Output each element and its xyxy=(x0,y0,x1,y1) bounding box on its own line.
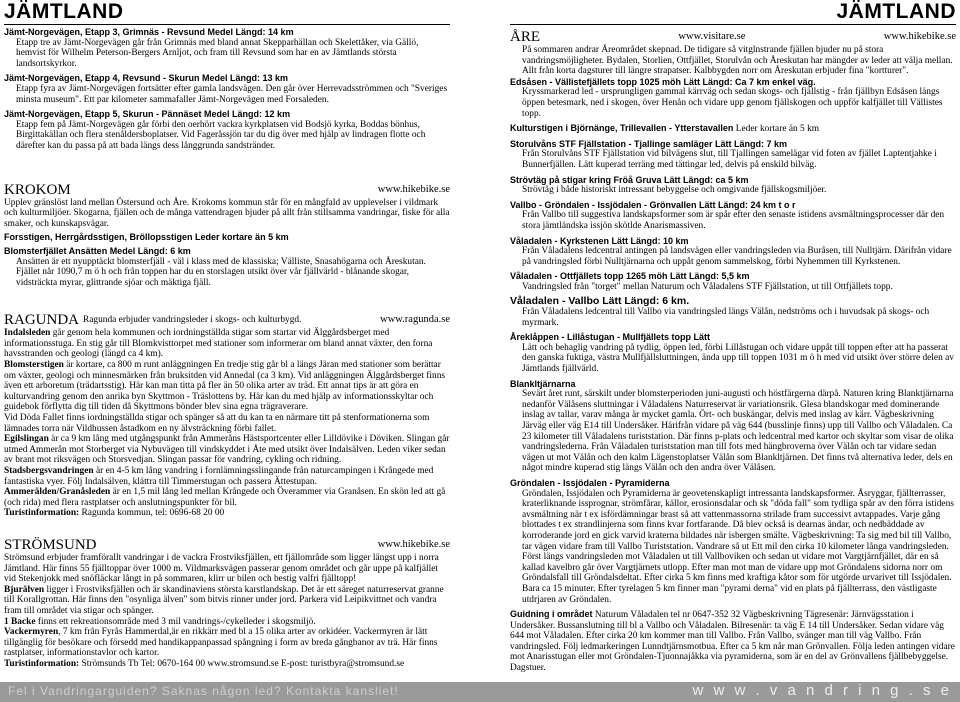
ragunda-url[interactable]: www.ragunda.se xyxy=(380,314,450,326)
entry-blanktjarnarna xyxy=(510,379,956,474)
region-name-are: ÅRE xyxy=(510,29,540,45)
krokom-url[interactable]: www.hikebike.se xyxy=(377,183,450,195)
banner-right: JÄMTLAND xyxy=(510,0,956,25)
entry-body: Strövtåg i både historiskt intressant bebyggelse och omgivande fjällskogsmiljöer. xyxy=(522,185,827,196)
entry-body: Etapp tre av Jämt-Norgevägen går från Grimnäs med bland annat Skepparhällan och Skelettåker, via Gällö, hemvist för Wilhelm Peterson-Bergers Arnljot, och fram till Revsund som har en av Jämtlands största landsortskyrkor. xyxy=(16,37,419,69)
entry-heading: Strövtäg på stigar kring Fröå Gruva Lätt Längd: ca 5 km xyxy=(510,174,749,185)
entry-heading: Våladalen - Kyrkstenen Lätt Längd: 10 km xyxy=(510,235,689,246)
footer-contact-text[interactable]: Fel i Vandringarguiden? Saknas någon led? Kontakta kansliet! xyxy=(8,684,399,698)
stromsund-header xyxy=(4,537,450,553)
entry-heading: Blomsterfjället Ansätten Medel Längd: 6 km xyxy=(4,245,191,256)
stromsund-paragraphs xyxy=(4,553,450,670)
entry-vallbo-grondalen xyxy=(510,200,956,232)
entry-body: Lätt och behaglig vandring på tydlig, öppen led, förbi Lillåstugan och vidare uppåt till toppen efter att ha passerat den ganska fuktiga, västra Mullfjällsluttningen, ända upp till toppen 1031 m ö h med vid utsikt över större delen av Jämtlands fjällvärld. xyxy=(522,342,954,375)
entry-body: Från Våladalens ledcentral antingen på landsvägen eller vandringsleden via Buråsen, till Nulltjärn. Därifrån vidare på vandringsled förbi Nulltjärnarna och uppåt genom sammelskog, förbi Nyhemmen till Kyrkstenen. xyxy=(522,246,952,267)
entry-tail: Leder kortare än 5 km xyxy=(733,124,820,135)
paragraph: Egilslingan är ca 9 km lång med utgångspunkt från Ammeråns Hästsportcenter eller Lilldövike i Döviken. Slingan går utmed Ammerån mot Storberget via Nybuvägen till vindskyddet i Åte med utsikt över Indalsälven. Leden viker sedan av brant mot riksvägen och Storsvedjan. Slingan passar för vandring, cykling och ridning. xyxy=(4,434,450,466)
entry-heading: Jämt-Norgevägen, Etapp 3, Grimnäs - Revsund Medel Längd: 14 km xyxy=(4,27,294,37)
jamt-norgevagen-section xyxy=(4,27,450,152)
entry-body: Från Storulvåns STF Fjällstation vid bilvägens slut, till Tjallingen samelägar vid foten av fjället Laptentjahke i Bunnerfjällen. Lätt kuperad terräng med tättingar led, delvis på enskild bilväg. xyxy=(522,149,937,170)
paragraph: Vid Döda Fallet finns iordningställda stigar och spänger så att du kan ta en närmare titt på stenformationerna som lämnades torra när Vildhussen åstadkom en ny älvsträckning förbi fallet. xyxy=(4,413,430,434)
region-name-stromsund: STRÖMSUND xyxy=(4,536,97,553)
entry-heading: Guidning i området xyxy=(510,609,593,620)
entry-etapp-3 xyxy=(4,27,450,69)
entry-body: Vandringsled från "torget" mellan Naturum och Våladalens STF Fjällstation, ut till Ottfjällets topp. xyxy=(522,281,893,292)
krokom-header xyxy=(4,182,450,198)
paragraph: Turistinformation: Strömsunds Tb Tel: 0670-164 00 www.stromsund.se E-post: turistbyra@stromsund.se xyxy=(4,658,405,669)
entry-heading: Jämt-Norgevägen, Etapp 5, Skurun - Pännäset Medel Längd: 12 km xyxy=(4,109,291,120)
region-name-ragunda: RAGUNDA xyxy=(4,312,79,329)
ragunda-header xyxy=(4,312,450,328)
entry-body: Etapp fem på Jämt-Norgevägen går förbi den oerhört vackra kyrkplatsen vid Bodsjö kyrka, Boddas bönhus, Birgittakällan och flera stenåldersboplatser. Vid Fageråssjön tar du dig över med hjälp av lindragen flotte och därefter kan du passa på att bada längs dess långgrunda sandstränder. xyxy=(16,119,426,151)
paragraph: Blomsterstigen är kortare, ca 800 m runt anläggningen En tredje stig går bl a längs Järan med stationer som berättar om växter, geologi och minnesmärken från bruksitden vid Annedal (ca 3 km). Vid anläggningen Älggårdsberget finns även ett arboretum (trädartsstig). Här kan man titta på fler än 50 olika arter av träd. Ett annat tips är att göra en kulturvandring genom den anrika byn Skyttmon - Träslottens by. Här kan du med hjälp av informationsskyltar och guidebok förflytta dig till tiden då Skyttmons bönder blev sina egna trägraverare. xyxy=(4,360,446,413)
paragraph: 1 Backe finns ett rekreationsområde med 3 mil vandrings-/cykelleder i skogsmiljö. xyxy=(4,616,316,627)
right-column xyxy=(510,0,956,678)
entry-heading: Blankltjärnarna xyxy=(510,378,576,389)
entry-ansatten xyxy=(4,246,450,288)
entry-body: Ansätten är ett nyupptäckt blomsterfjäll - väl i klass med de klassiska; Välliste, Snasahögarna och Åreskutan. Fjället når 1090,7 m ö h och från toppen har du en storslagen utsikt över vår fjällvärld - blånande skogar, vidsträckta myrar, glittrande sjöar och mäktiga fjäll. xyxy=(16,256,426,288)
paragraph: Vackermyren, 7 km från Fyrås Hammerdal,är en rikkärr med bl a 15 olika arter av orkidéer. Vackermyren är lätt tillgänglig för besökare och försedd med handikappanpassad spångning i form av breda gångbanor av trä. Här finns rastplatser, informationstavlor och kartor. xyxy=(4,627,438,659)
ragunda-note: Ragunda erbjuder vandringsleder i skogs- och kulturbygd. xyxy=(83,315,302,326)
entry-heading: Edsåsen - Vällistefjällets topp 1025 möh Lätt Längd: Ca 7 km enkel väg. xyxy=(510,76,816,87)
entry-body: Naturum Våladalen tel nr 0647-352 32 Vägbeskrivning Tägresenär: Järnvägsstation i Undersåker. Bussanslutning till bl a Vallbo och Våladalen. Bilresenär: ta väg E 14 till Undersåker. Sedan vidare väg 644 mot Våladalen. Efter cirka 20 km kommer man till Vallbo. Från Vallbo, svänger man till väg Vallbo. Från vandringsled. Följ ledmarkeringen Lunndtjärnsmotbua. Efter ca 5 km når man Grönvallen. Följa leden antingen vidare mot Anarisstugan eller mot Gröndalen-Tjuonnajåkka via pyramiderna, som är en del av Grönvallens fjällbebyggelse. Dagstuer. xyxy=(510,610,955,674)
are-intro: På sommaren andrar Åreområdet skepnad. De tidigare så vitglnstrande fjällen bjuder nu på stora vandringsmöjligheter. Bydalen, Storlien, Ottfjället, Storulvån och Åreskutan har mängder av leder att välja mellan. Allt från korta dagsturer till längre strapatser. Kalbbygden norr om Åreskutan erbjuder fina "kortturer". xyxy=(522,45,953,77)
paragraph: Ammerälden/Granåsleden är en 1,5 mil lång led mellan Krångede och Överammer via Granåsen. En skön led att gå (och rida) med flera rastplatser och anslutningspunkter för bil. xyxy=(4,487,446,508)
left-column xyxy=(4,0,450,678)
entry-heading: Jämt-Norgevägen, Etapp 4, Revsund - Skurun Medel Längd: 13 km xyxy=(4,73,289,84)
entry-etapp-5 xyxy=(4,109,450,151)
stromsund-url[interactable]: www.hikebike.se xyxy=(377,538,450,550)
region-name-krokom: KROKOM xyxy=(4,181,71,198)
footer-bar xyxy=(0,682,960,702)
entry-heading: Åreklåppen - Lillåstugan - Mullfjällets topp Lätt xyxy=(510,332,711,343)
entry-froa-gruva xyxy=(510,175,956,196)
footer-website[interactable]: w w w . v a n d r i n g . s e xyxy=(692,682,952,699)
entry-body: Från Våladalens ledcentral till Vallbo via vandringsled längs Välån, nedströms och i huvudsak på skogs- och myrmark. xyxy=(522,307,930,328)
ragunda-paragraphs xyxy=(4,328,450,519)
entry-heading: Storulvåns STF Fjällstation - Tjallinge samläger Lätt Längd: 7 km xyxy=(510,138,788,149)
krokom-intro: Upplev gränslöst land mellan Östersund och Åre. Krokoms kommun står för en mångfald av upplevelser i vildmark och kulturmiljöer. Skogarna, fjällen och de många vattendragen bjuder på allt från stillsamma vandringar, fiske för alla smaker, och kunskapsvägar. xyxy=(4,197,450,229)
entry-ottfjallet xyxy=(510,271,956,292)
entry-etapp-4 xyxy=(4,73,450,105)
entry-body: Kryssmarkerad led - ursprungligen gammal kärrväg och sedan skogs- och fjällstig - från fjällbyn Edsåsen längs öppen betesmark, ned i skogen, över Henån och vidare upp genom fjällskogen och uppför kalfjället till Vällistes topp. xyxy=(522,87,943,119)
paragraph: Stadsbergsvandringen är en 4-5 km lång vandring i fornlämningsslingande från naturcampingen i Krångede med fantastiska vyer. Följ Indalsälven, klättra till Timmerstugan och passera Ättestupan. xyxy=(4,466,434,487)
krokom-short-trails: Forsstigen, Herrgårdsstigen, Bröllopsstigen Leder kortare än 5 km xyxy=(4,232,289,243)
entry-edsasen xyxy=(510,77,956,119)
entry-kyrkstenen xyxy=(510,236,956,268)
paragraph: Strömsund erbjuder framförallt vandringar i de vackra Frostviksfjällen, ett fjällområde som ligger längst upp i norra Jämtland. Här finns 55 fjälltoppar över 1000 m. Vildmarksvägen passerar genom området och går uppe på kalfjället vid Stekenjokk med snöfläckar långt in på sommaren, klirr ur bilen och bestig valfri fjälltopp! xyxy=(4,552,439,585)
are-url-visitare[interactable]: www.visitare.se xyxy=(678,31,746,42)
entry-valadalen-vallbo xyxy=(510,296,956,328)
entry-mullfjallet xyxy=(510,332,956,374)
entry-heading: Gröndalen - Issjödalen - Pyramiderna xyxy=(510,477,670,488)
entry-heading: Våladalen - Ottfjällets topp 1265 möh Lätt Längd: 5,5 km xyxy=(510,271,750,282)
are-header xyxy=(510,29,956,45)
are-trail-list xyxy=(510,77,956,674)
entry-guidning xyxy=(510,609,956,674)
entry-heading: Vallbo - Gröndalen - Issjödalen - Grönvallen Lätt Längd: 24 km t o r xyxy=(510,199,796,210)
banner-left: JÄMTLAND xyxy=(4,0,450,25)
are-url-hikebike[interactable]: www.hikebike.se xyxy=(883,31,956,42)
paragraph: Turistinformation: Ragunda kommun, tel: 0696-68 20 00 xyxy=(4,508,225,519)
paragraph: Indalsleden går genom hela kommunen och iordningställda stigar som startar vid Älggårdsberget med informationsstuga. En stig går till Blomkvisttorpet med stationer som informerar om bland annat växter, den forna havsstranden och geologi (längd ca 4 km). xyxy=(4,328,433,360)
entry-pyramiderna xyxy=(510,478,956,605)
entry-kulturstigen xyxy=(510,123,956,135)
entry-heading: Våladalen - Vallbo Lätt Längd: 6 km. xyxy=(510,295,690,308)
entry-heading: Kulturstigen i Björnänge, Trillevallen - Ytterstavallen xyxy=(510,123,734,134)
paragraph: Bjurälven ligger i Frostviksfjällen och är skandinaviens största karstlandskap. Det är ett säreget naturreservat granne till Korallgrottan. Här finns den "osynliga älven" som bitvis rinner under jord. Parkera vid Leipikvittnet och vandra fram till området via stigar och spänger. xyxy=(4,584,444,616)
entry-storulvan xyxy=(510,139,956,171)
entry-body: Sevärt året runt, särskilt under blomsterperioden juni-augusti och höstfärgerna därpå. Naturen kring Blanktjärnarna nedanför Välåsens sluttningar i Våladalens Naturreservat är variationsrik. Glesa blandskogar med dominerande inslag av tallar, varav många är mycket gamla. Ört- och buskängar, delvis med inslag av kärr. Vägbeskrivning Järväg eller väg E14 till Undersåker. Härifrån vidare på väg 644 (busslinje finns) upp till Vallbo och Våladalen. Ca 23 kilometer till Våladalens turiststation. Där finns p-plats och ledcentral med kartor och skyltar som visar de olika vandringslederna. Från Våladalen turiststation man till fots med hängbroverna över Välån och tar vidare sedan vägen ut mot Välån och den kalm Lägenstoplatser Välån som Blankltjärnen. Det finns två alternativa leder, dels en något mindre kuperad stig längs Välån och den andra över Välåsen. xyxy=(522,389,954,474)
entry-body: Gröndalen, Issjödalen och Pyramiderna är geovetenskapligt intressanta landskapsformer. Åsryggar, fjällterrasser, kraterliknande issprognar, strömfårar, källor, erosionsdalar och sk "döda fall" som tydliga spår av den förra istidens avsmältning när t ex isfördämningar brast så att vattenmassorna strilade fram successivt avtappades. Varje gång blottades t ex strandlinjerna som finns kvar fortfarande. Då blev också is dearnas ändar, och nedbäddade av korroderande jord en gick varvid kraterna bildades när isbergen smälte. Vägbeskrivning: Ta sig med bil till Vallbo, tar vägen vidare fram till Vallbo Turiststation. Vandrare så ut Ett mil den cirka 10 kilometer långa vandringsleden. Först längs vandringsleden mot Våladalen ut till Vallboviken och sedan ut vidare mot Vargtjärnfjället, där en så kallad kavelbro går över Vargtjärnets utlopp. Efter man mot man de vidare upp mot Gröndalens sidorna norr om Gröndalsfall till Gröndalsdeltat. Efter cirka 5 km finns med kraftiga kåtor som för utgörde urvarivet till Issjödalen. Bara ca 15 minuter. Efter tyrelagen 5 km finner man "pyrami derna" vid en plats på fjällterrass, den västligaste utdrjaren av Gröndalen. xyxy=(522,488,954,605)
entry-body: Etapp fyra av Jämt-Norgevägen fortsätter efter gamla landsvägen. Den går över Herrevadsströmmen och "Sveriges minsta museum". Ett par kilometer sammafaller Jämt-Norgevägen med Forsaleden. xyxy=(16,83,448,105)
entry-body: Från Vallbo till suggestiva landskapsformer som är spår efter den senaste istidens avsmältningsprocesser där den stora jämtländska issjön skötlde Anarismassiven. xyxy=(522,210,945,231)
